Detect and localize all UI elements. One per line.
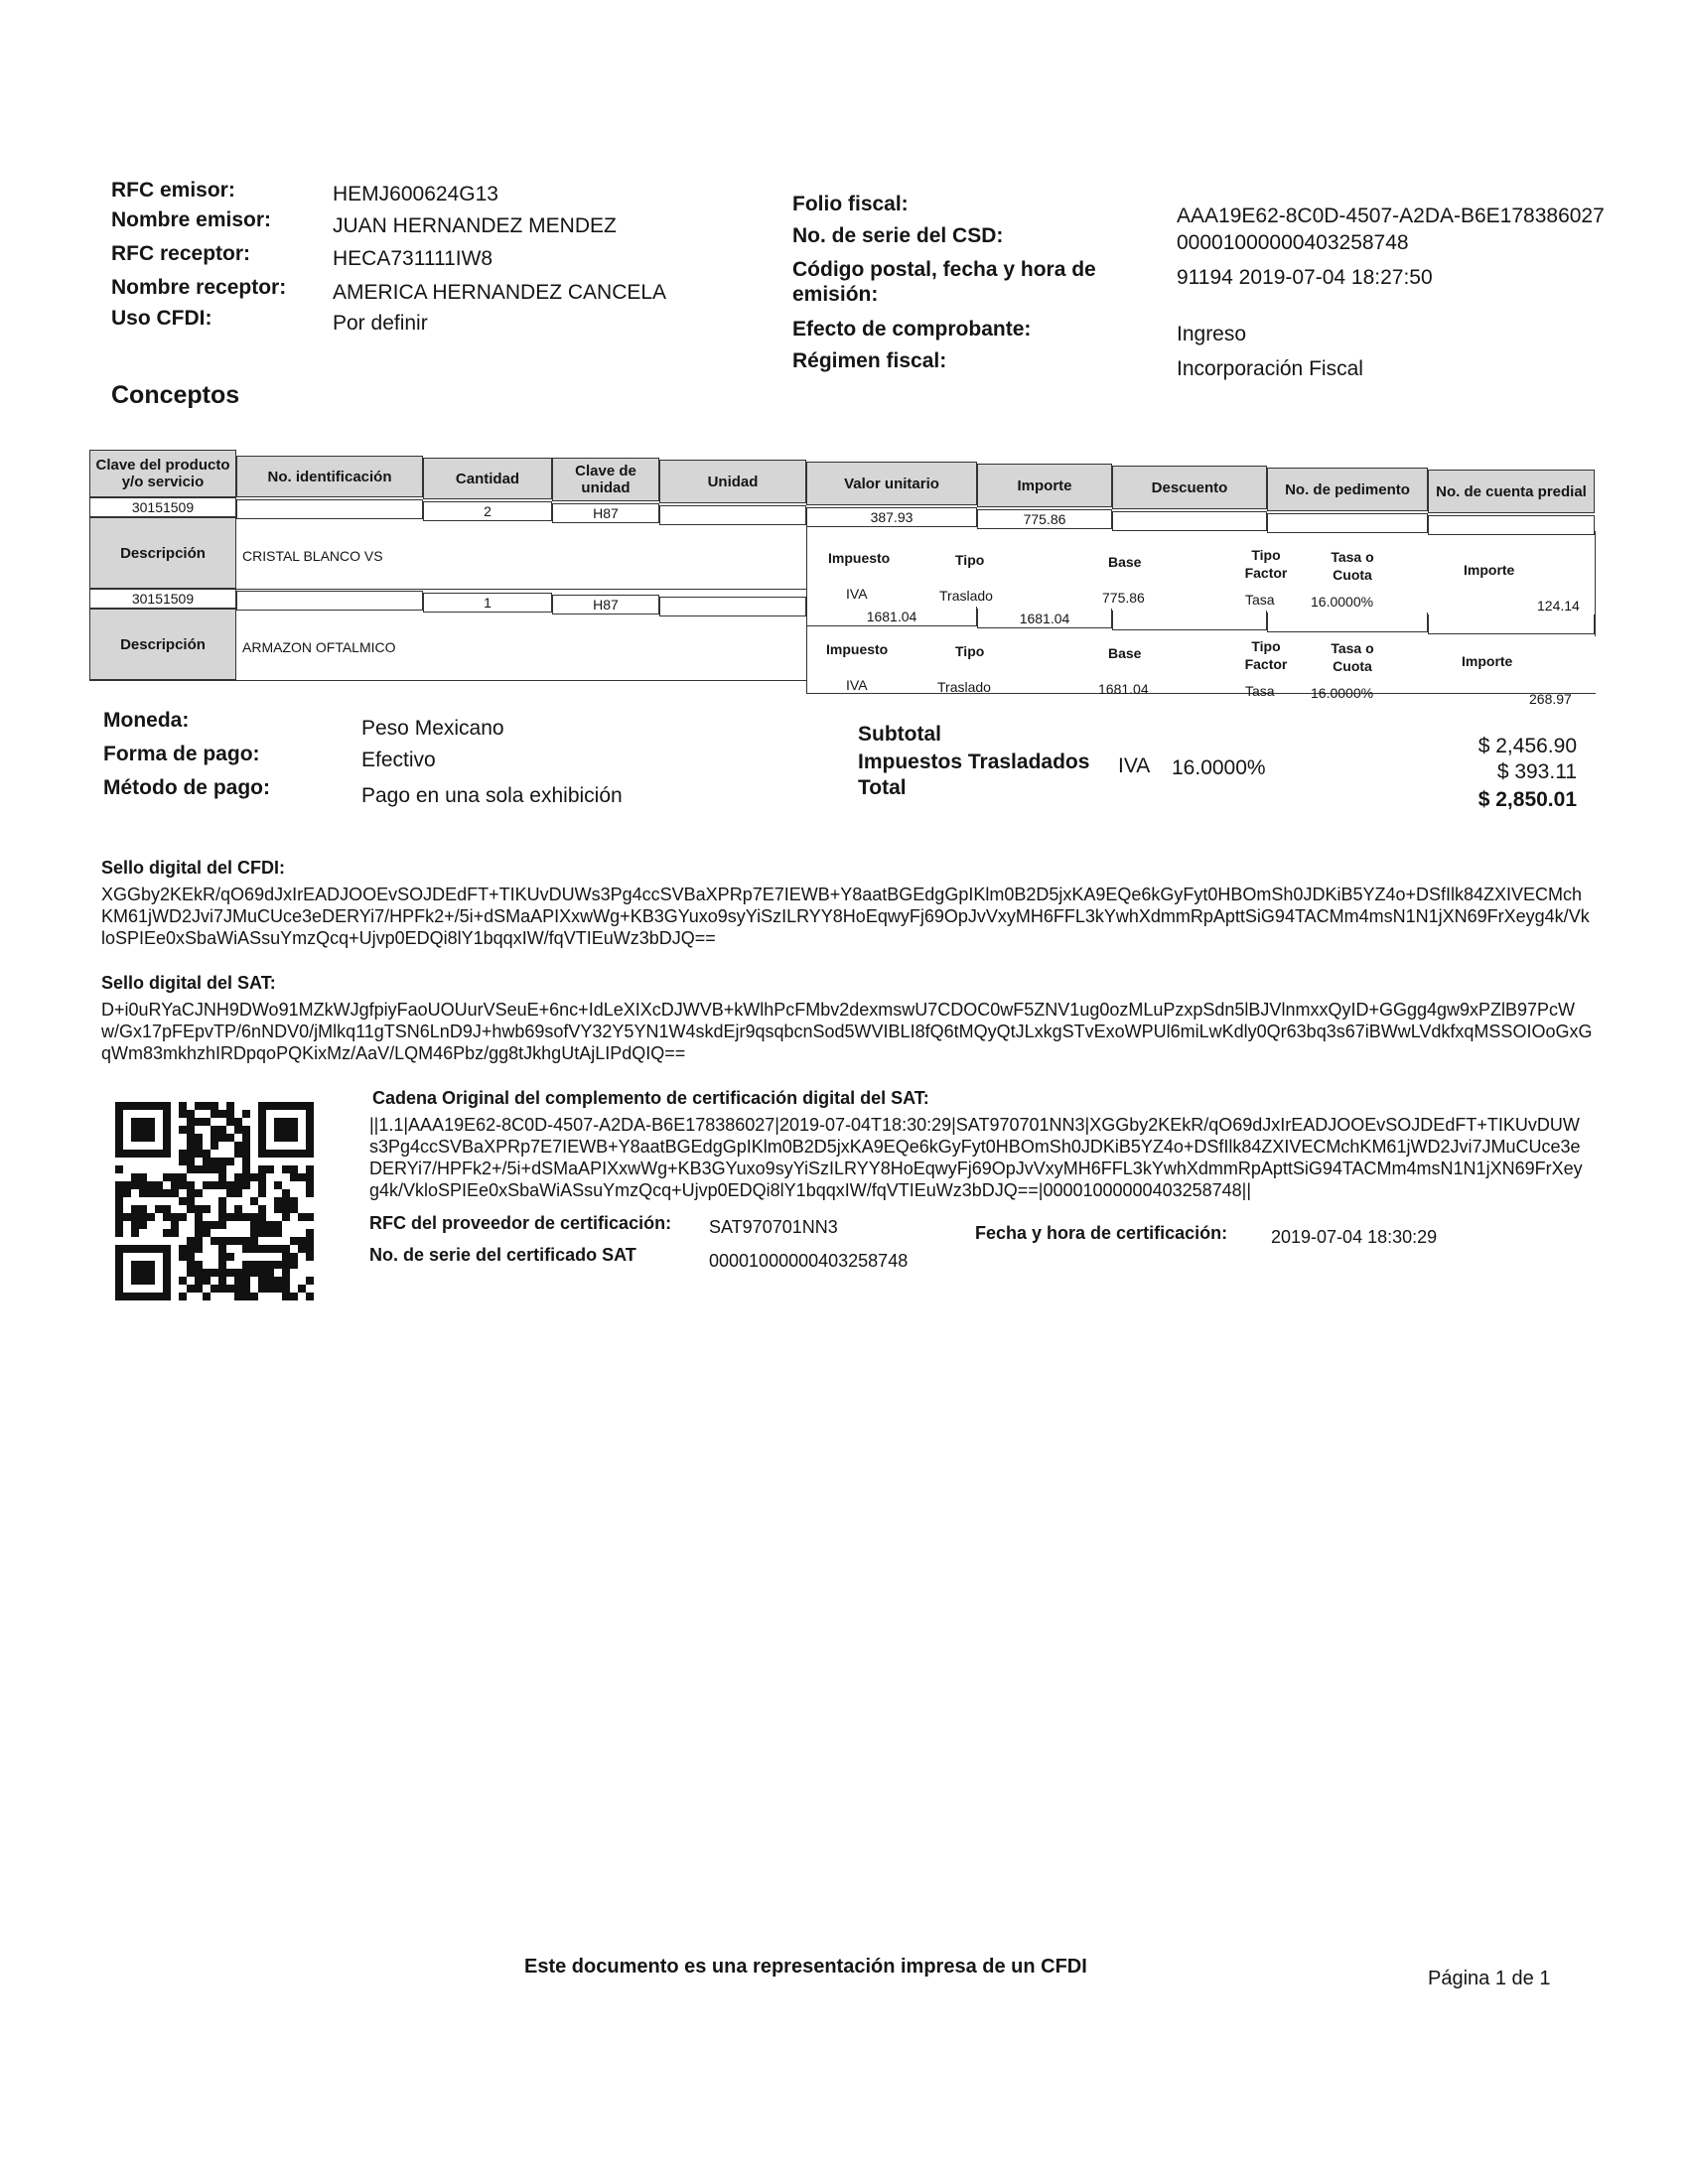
metodo-pago-label: Método de pago: — [103, 776, 270, 799]
rfc-proveedor-label: RFC del proveedor de certificación: — [369, 1213, 672, 1233]
th-importe: Importe — [977, 464, 1112, 507]
serie-certificado-sat-label: No. de serie del certificado SAT — [369, 1245, 636, 1265]
tax-2-base-header: Base — [1108, 645, 1142, 661]
tax-1-tipo: Traslado — [939, 588, 993, 604]
item-2-predial — [1428, 614, 1595, 634]
folio-fiscal-label: Folio fiscal: — [792, 193, 909, 215]
forma-pago-label: Forma de pago: — [103, 743, 260, 765]
tax-2-factor: Tasa — [1245, 683, 1275, 699]
th-no-pedimento: No. de pedimento — [1267, 468, 1428, 511]
regimen-value: Incorporación Fiscal — [1177, 357, 1363, 380]
moneda-value: Peso Mexicano — [361, 717, 504, 740]
table-bottom-rule — [806, 693, 1596, 694]
nombre-emisor-value: JUAN HERNANDEZ MENDEZ — [333, 214, 617, 237]
tax-2-impuesto-header: Impuesto — [826, 641, 889, 657]
tax-2-tipo: Traslado — [937, 679, 991, 695]
tax-2-tipo-header: Tipo — [955, 643, 985, 659]
tax-1-importe-header: Importe — [1464, 562, 1515, 578]
tax-divider-1 — [806, 527, 807, 607]
item-1-descripcion: CRISTAL BLANCO VS — [242, 548, 383, 564]
item-2-unidad — [659, 597, 806, 616]
tax-divider-2 — [806, 626, 807, 694]
item-1-pedimento — [1267, 513, 1428, 533]
serie-certificado-sat-value: 00001000000403258748 — [709, 1251, 909, 1271]
tax-2-tasa: 16.0000% — [1311, 685, 1374, 701]
item-2-valor-unitario: 1681.04 — [806, 607, 977, 626]
tax-1-factor: Tasa — [1245, 592, 1275, 608]
th-valor-unitario: Valor unitario — [806, 462, 977, 505]
th-clave-unidad: Clave de unidad — [552, 458, 659, 501]
sello-cfdi-value: XGGby2KEkR/qO69dJxIrEADJOOEvSOJDEdFT+TIKUvDUWs3Pg4ccSVBaXPRp7E7IEWB+Y8aatBGEdgGpIKlm0B2D5jxKA9EQe6kGyFyt0HBOmSh0JDKiB5YZ4o+DSfIlk84ZXIVECMchKM61jWD2Jvi7JMuCUce3eDERYi7/HPFk2+/5i+dSMaAPIXxwWg+KB3GYuxo9syYiSzILRYY8HoEqwyFj69OpJvVxyMH6FFL3kYwhXdmmRpApttSiG94TACMm4msN1N1jXN69FrXeyg4k/VkloSPIEe0xSbaWiASsuYmzQcq+Ujvp0EDQi8lY1bqqxIW/fqVTIEuWz3bDJQ== — [101, 885, 1590, 948]
rfc-emisor-label: RFC emisor: — [111, 179, 235, 202]
tax-2-tasa-cuota-header: Tasa o Cuota — [1331, 640, 1374, 674]
tax-2-impuesto: IVA — [846, 677, 868, 693]
efecto-value: Ingreso — [1177, 323, 1247, 345]
tax-2-importe: 268.97 — [1529, 691, 1572, 707]
efecto-label: Efecto de comprobante: — [792, 318, 1032, 341]
item-2-clave: 30151509 — [89, 589, 236, 609]
item-1-valor-unitario: 387.93 — [806, 507, 977, 527]
total-label: Total — [858, 776, 907, 799]
item-2-pedimento — [1267, 613, 1428, 632]
th-no-cuenta-predial: No. de cuenta predial — [1428, 470, 1595, 513]
impuestos-value: $ 393.11 — [1496, 760, 1577, 783]
item-2-cantidad: 1 — [423, 593, 552, 613]
qr-code — [115, 1102, 314, 1300]
item-2-descripcion-label: Descripción — [89, 609, 236, 680]
tax-1-base: 775.86 — [1102, 590, 1145, 606]
table-right-border-1 — [1595, 531, 1596, 636]
rfc-receptor-value: HECA731111IW8 — [333, 247, 493, 270]
folio-fiscal-value: AAA19E62-8C0D-4507-A2DA-B6E178386027 — [1177, 205, 1605, 227]
forma-pago-value: Efectivo — [361, 749, 436, 771]
page-number: Página 1 de 1 — [1428, 1968, 1551, 1989]
cp-fecha-label-1: Código postal, fecha y hora de — [792, 258, 1096, 281]
item-2-importe: 1681.04 — [977, 609, 1112, 628]
cadena-value: ||1.1|AAA19E62-8C0D-4507-A2DA-B6E178386027|2019-07-04T18:30:29|SAT970701NN3|XGGby2KEkR/qO69dJxIrEADJOOEvSOJDEdFT+TIKUvDUWs3Pg4ccSVBaXPRp7E7IEWB+Y8aatBGEdgGpIKlm0B2D5jxKA9EQe6kGyFyt0HBOmSh0JDKiB5YZ4o+DSfIlk84ZXIVECMchKM61jWD2Jvi7JMuCUce3eDERYi7/HPFk2+/5i+dSMaAPIXxwWg+KB3GYuxo9syYiSzILRYY8HoEqwyFj69OpJvVxyMH6FFL3kYwhXdmmRpApttSiG94TACMm4msN1N1jXN69FrXeyg4k/VkloSPIEe0xSbaWiASsuYmzQcq+Ujvp0EDQi8lY1bqqxIW/fqVTIEuWz3bDJQ==|00001000000403258748|| — [369, 1115, 1583, 1200]
iva-label: IVA — [1118, 754, 1151, 777]
sello-sat-value: D+i0uRYaCJNH9DWo91MZkWJgfpiyFaoUOUurVSeuE+6nc+IdLeXIXcDJWVB+kWlhPcFMbv2dexmswU7CDOC0wF5ZNV1ug0ozMLuPzxpSdn5lBJVlnmxxQyID+GGgg4gw9xPZlB97PcWw/Gx17pFEpvTP/6nNDV0/jMlkq11gTSN6LnD9J+hwb69sofVY32Y5YN1W4skdEjr9qsqbcnSod5WVIBLI8fQ6tMQyQtJLxkgSTvExoWPUl6miLwKdly0Qr63bq3s67iBWwLVdkfxqMSSOIOoGxGqWm83mkhzhIRDpqoPQKixMz/AaV/LQM46Pbz/gg8tJkhgUtAjLIPdQIQ== — [101, 1000, 1593, 1063]
tax-1-base-header: Base — [1108, 554, 1142, 570]
item-1-descripcion-label: Descripción — [89, 517, 236, 589]
tax-2-base: 1681.04 — [1098, 681, 1149, 697]
regimen-label: Régimen fiscal: — [792, 349, 947, 372]
item-2-descripcion: ARMAZON OFTALMICO — [242, 639, 396, 655]
serie-csd-value: 00001000000403258748 — [1177, 231, 1409, 254]
th-cantidad: Cantidad — [423, 458, 552, 499]
metodo-pago-value: Pago en una sola exhibición — [361, 784, 623, 807]
th-clave: Clave del producto y/o servicio — [89, 450, 236, 497]
fecha-certificacion-label: Fecha y hora de certificación: — [975, 1223, 1228, 1243]
rfc-receptor-label: RFC receptor: — [111, 242, 251, 265]
tax-1-tasa-cuota-header: Tasa o Cuota — [1331, 549, 1374, 583]
item-2-descuento — [1112, 611, 1267, 630]
item-1-clave-unidad: H87 — [552, 503, 659, 523]
item-1-unidad — [659, 505, 806, 525]
tax-1-tipo-factor-header: Tipo Factor — [1244, 547, 1288, 581]
cp-fecha-value: 91194 2019-07-04 18:27:50 — [1177, 266, 1433, 289]
rfc-emisor-value: HEMJ600624G13 — [333, 183, 498, 205]
sello-cfdi-label: Sello digital del CFDI: — [101, 858, 286, 878]
tax-2-tipo-factor-header: Tipo Factor — [1244, 638, 1288, 672]
item-1-no-id — [236, 499, 423, 519]
item-1-desc-bottom-rule — [236, 589, 806, 590]
th-no-identificacion: No. identificación — [236, 456, 423, 497]
tax-2-importe-header: Importe — [1462, 653, 1513, 669]
th-unidad: Unidad — [659, 460, 806, 503]
tax-1-tipo-header: Tipo — [955, 552, 985, 568]
item-2-desc-bottom-rule — [89, 680, 806, 681]
uso-cfdi-label: Uso CFDI: — [111, 307, 212, 330]
total-value: $ 2,850.01 — [1477, 788, 1577, 811]
item-2-clave-unidad: H87 — [552, 595, 659, 614]
sello-sat-label: Sello digital del SAT: — [101, 973, 276, 993]
item-1-predial — [1428, 515, 1595, 535]
cadena-label: Cadena Original del complemento de certificación digital del SAT: — [372, 1088, 929, 1108]
cp-fecha-label-2: emisión: — [792, 283, 879, 306]
fecha-certificacion-value: 2019-07-04 18:30:29 — [1271, 1227, 1438, 1247]
item-1-clave: 30151509 — [89, 497, 236, 517]
uso-cfdi-value: Por definir — [333, 312, 428, 335]
item-1-importe: 775.86 — [977, 509, 1112, 529]
subtotal-value: $ 2,456.90 — [1477, 735, 1577, 757]
moneda-label: Moneda: — [103, 709, 190, 732]
impuestos-trasladados-label: Impuestos Trasladados — [858, 751, 1090, 773]
th-descuento: Descuento — [1112, 466, 1267, 509]
tax-1-importe: 124.14 — [1537, 598, 1580, 614]
tax-1-impuesto: IVA — [846, 586, 868, 602]
item-2-no-id — [236, 591, 423, 611]
footer-note: Este documento es una representación impresa de un CFDI — [524, 1956, 1087, 1978]
item-1-descuento — [1112, 511, 1267, 531]
nombre-receptor-label: Nombre receptor: — [111, 276, 287, 299]
nombre-receptor-value: AMERICA HERNANDEZ CANCELA — [333, 281, 667, 304]
tax-1-tasa: 16.0000% — [1311, 594, 1374, 610]
rfc-proveedor-value: SAT970701NN3 — [709, 1217, 838, 1237]
iva-rate: 16.0000% — [1172, 756, 1266, 779]
conceptos-title: Conceptos — [111, 381, 240, 409]
nombre-emisor-label: Nombre emisor: — [111, 208, 272, 231]
subtotal-label: Subtotal — [858, 723, 941, 746]
tax-1-impuesto-header: Impuesto — [828, 550, 891, 566]
item-1-cantidad: 2 — [423, 501, 552, 521]
serie-csd-label: No. de serie del CSD: — [792, 224, 1004, 247]
